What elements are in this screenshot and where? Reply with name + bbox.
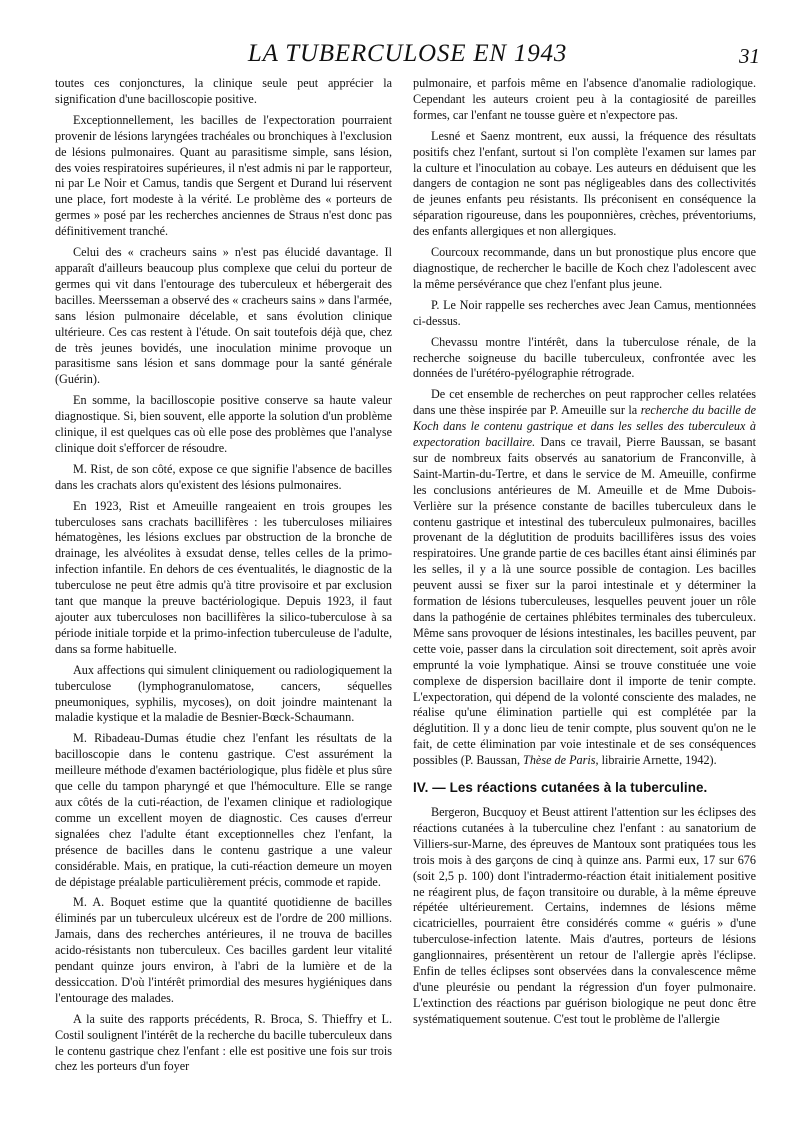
paragraph: A la suite des rapports précédents, R. Broca, S. Thieffry et L. Costil soulignent l'intérêt de la recherche du bacille tuberculeux dans le contenu gastrique chez l'enfant : elle est positive une fois sur trois chez les porteurs d'un foyer <box>55 1011 392 1074</box>
running-head <box>55 40 760 74</box>
paragraph: En somme, la bacilloscopie positive conserve sa haute valeur diagnostique. Si, bien souvent, elle apporte la solution d'un problème clinique, il est quelques cas où elle pose des problèmes que l'analyse clinique doit s'efforcer de résoudre. <box>55 393 392 455</box>
paragraph: M. Ribadeau-Dumas étudie chez l'enfant les résultats de la bacilloscopie dans le contenu gastrique. C'est assurément la meilleure méthode d'examen bactériologique, plus fidèle et plus sûre que celle du tampon pharyngé et que l'hémoculture. Elle se range aux côtés de la cuti-réaction, de l'examen clinique et radiologique comme un excellent moyen de diagnostic. Ces causes d'erreur signalées chez l'adulte étant exceptionnelles chez l'enfant, la présence de bacilles dans le contenu gastrique a une valeur considérable. Mais, en pratique, la cuti-réaction demeure un moyen de dépistage préalable particulièrement précis, commode et rapide. <box>55 731 392 889</box>
paragraph: Courcoux recommande, dans un but pronostique plus encore que diagnostique, de rechercher le bacille de Koch chez l'adolescent avec la même persévérance que chez l'enfant plus jeune. <box>413 245 756 291</box>
thesis-end: librairie Arnette, 1942). <box>601 753 717 768</box>
thesis-body: Dans ce travail, Pierre Baussan, se basant sur de nombreux faits observés au sanatorium de Franconville, à Saint-Martin-du-Tertre, et dans le service de M. Ameuille, confirme les conclusions antérieures de M. Ameuille et de Mme Dubois-Verlière sur la présence constante de bacilles tuberculeux dans le contenu gastrique et intestinal des tuberculeux pulmonaires, bacilles provenant de la déglutition de produits bacillifères issus des voies respiratoires. Une grande partie de ces bacilles étant ainsi éliminés par les selles, il y a là une source possible de contagion. Les bacilles peuvent aussi se fixer sur la paroi intestinale et y déterminer la formation de lésions tuberculeuses, lesquelles peuvent jouer un rôle dans la pathogénie de certaines phlébites terminales des tuberculeux. Même sans provoquer de lésions intestinales, les bacilles peuvent, par cette voie, passer dans la circulation soit directement, soit après avoir emprunté la voie lymphatique. Ainsi se trouve constituée une voie complexe de dispersion bacillaire dont il importe de tenir compte. L'expectoration, qui dépend de la volonté consciente des malades, ne réalise qu'une élimination partielle qui est complétée par la déglutition. Il y a donc lieu de tenir compte, plus souvent qu'on ne le fait, de cette élimination par voie intestinale et de ses conséquences possibles (P. Baussan, <box>413 435 757 768</box>
paragraph: En 1923, Rist et Ameuille rangeaient en trois groupes les tuberculoses sans crachats bacillifères : les tuberculoses miliaires hématogènes, les lésions exclues par obstruction de la bronche de drainage, les alvéolites à exsudat dense, telles celles de la primo-infection infantile. En dehors de ces éventualités, le diagnostic de la tuberculose ne peut être admis qu'à titre provisoire et par exclusion tant que manque la preuve bactériologique. Depuis 1923, il faut ajouter aux tuberculoses non bacillifères la silico-tuberculose à sa période initiale torpide et la primo-infection tuberculeuse de l'adulte, dans sa forme habituelle. <box>55 498 392 656</box>
paragraph: M. A. Boquet estime que la quantité quotidienne de bacilles éliminés par un tuberculeux ulcéreux est de l'ordre de 200 millions. Jamais, dans des recherches antérieures, il ne trouva de bacilles acido-résistants non tuberculeux. Ces bacilles gardent leur vitalité pendant quinze jours environ, à l'abri de la lumière et de la dessiccation. D'où l'intérêt primordial des mesures hygiéniques dans l'entourage des malades. <box>55 895 392 1005</box>
paragraph-thesis <box>413 387 756 769</box>
paragraph: M. Rist, de son côté, expose ce que signifie l'absence de bacilles dans les crachats alors qu'existent des lésions pulmonaires. <box>55 461 392 492</box>
right-column <box>413 76 756 1033</box>
page-number: 31 <box>739 44 760 68</box>
paragraph: Bergeron, Bucquoy et Beust attirent l'attention sur les éclipses des réactions cutanées à la tuberculine chez l'enfant : au sanatorium de Villiers-sur-Marne, des épreuves de Mantoux sont pratiquées tous les trois mois à des garçons de cinq à quinze ans. Parmi eux, 17 sur 676 (soit 2,5 p. 100) dont l'intradermo-réaction était initialement positive ne réagirent plus, de façon transitoire ou durable, à la même épreuve répétée ultérieurement. Certains, indemnes de lésions même cicatricielles, pourraient être considérés comme « guéris » d'une tuberculose-infection latente. Mais d'autres, porteurs de lésions ganglionnaires, présentèrent un retour de l'allergie après l'éclipse. Enfin de telles éclipses sont observées dans la convalescence même d'une pleurésie ou pendant la régression d'un foyer pulmonaire. L'extinction des réactions par guérison biologique ne peut donc être systématiquement soutenue. C'est tout le problème de l'allergie <box>413 804 756 1026</box>
left-column <box>55 76 392 1080</box>
paragraph: Lesné et Saenz montrent, eux aussi, la fréquence des résultats positifs chez l'enfant, surtout si l'on complète l'examen sur lames par la culture et l'inoculation au cobaye. Les auteurs en déduisent que les dangers de contagion ne sont pas négligeables dans des collectivités de jeunes enfants peu résistants. Ils préconisent en conséquence la séparation rigoureuse, dans les pouponnières, crèches, préventoriums, des enfants allergiques et non allergiques. <box>413 128 756 239</box>
running-title: LA TUBERCULOSE EN 1943 <box>247 40 568 67</box>
paragraph: Aux affections qui simulent cliniquement ou radiologiquement la tuberculose (lymphogranulomatose, cancers, séquelles pneumoniques, syphilis, mycoses), on doit joindre maintenant la maladie kystique et la maladie de Besnier-Bœck-Schaumann. <box>55 662 392 725</box>
section-heading: IV. — Les réactions cutanées à la tuberculine. <box>413 780 708 796</box>
paragraph: P. Le Noir rappelle ses recherches avec Jean Camus, mentionnées ci-dessus. <box>413 297 756 328</box>
paragraph: Exceptionnellement, les bacilles de l'expectoration pourraient provenir de lésions laryngées trachéales ou bronchiques à l'exclusion de lésions pulmonaires. Quant au parasitisme simple, sans lésion, des voies respiratoires supérieures, il n'est admis ni par le rapporteur, ni par Le Noir et Camus, tandis que Sergent et Durand lui réservent une place, fort modeste à la vérité. Le problème des « porteurs de germes » posé par les recherches anciennes de Straus n'est donc pas définitivement tranché. <box>55 112 392 239</box>
paragraph: pulmonaire, et parfois même en l'absence d'anomalie radiologique. Cependant les auteurs croient peu à la contagiosité de pareilles formes, car l'enfant ne tousse guère et n'expectore pas. <box>413 76 756 122</box>
paragraph: Chevassu montre l'intérêt, dans la tuberculose rénale, de la recherche soigneuse du bacille tuberculeux, confrontée avec les données de l'urétéro-pyélographie rétrograde. <box>413 334 756 381</box>
paragraph: toutes ces conjonctures, la clinique seule peut apprécier la signification d'une bacilloscopie positive. <box>55 76 392 106</box>
thesis-citation: Thèse de Paris, <box>523 753 599 768</box>
thesis-title: recherche du bacille de Koch dans le contenu gastrique et dans les selles des tuberculeux à expectoration bacillaire. <box>413 403 756 450</box>
paragraph: Celui des « cracheurs sains » n'est pas élucidé davantage. Il apparaît d'ailleurs beaucoup plus complexe que celui du porteur de germes qui vit dans l'entourage des tuberculeux et hébergerait des bacilles. Meersseman a observé des « cracheurs sains » dans l'armée, sans lésion pulmonaire décelable, et sans évolution clinique ultérieure. Ces cas restent à l'étude. On sait toutefois déjà que, chez de très jeunes bovidés, une inoculation minime provoque un parasitisme sans lésion et sans dommage pour la santé générale (Guérin). <box>55 245 392 387</box>
thesis-lead: De cet ensemble de recherches on peut rapprocher celles relatées dans une thèse inspirée par P. Ameuille sur la <box>413 387 756 418</box>
